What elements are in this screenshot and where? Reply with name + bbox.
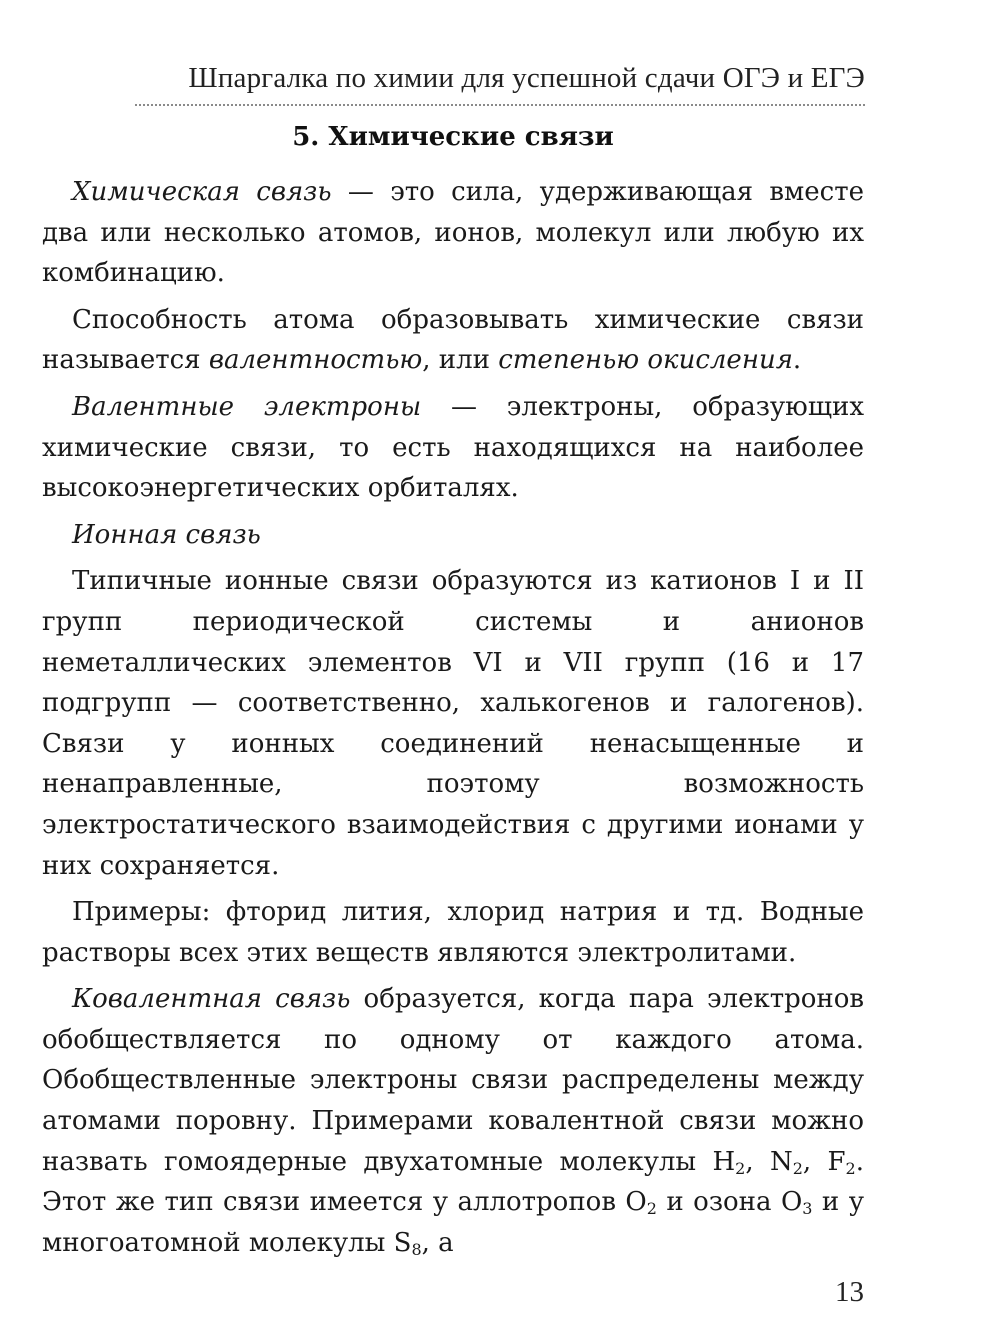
formula-n2 bbox=[770, 1147, 803, 1177]
paragraph-text: и озона bbox=[656, 1187, 781, 1218]
paragraph-valence bbox=[42, 300, 864, 381]
formula-f2 bbox=[828, 1147, 856, 1177]
element-symbol: H bbox=[712, 1146, 736, 1177]
paragraph-text: образуется, когда пара электронов обобществляется по одному от каждого атома. Обобществленные электроны связи распределены между атомами поровну. Примерами ковалентной связи можно назвать гомоядерные двухатомные молекулы bbox=[42, 984, 865, 1177]
section-title: 5. Химические связи bbox=[292, 122, 614, 152]
punctuation: , bbox=[802, 1146, 828, 1177]
element-symbol: N bbox=[769, 1146, 793, 1177]
paragraph-definition-chemical-bond bbox=[42, 172, 864, 294]
formula-h2 bbox=[712, 1147, 745, 1177]
term-oxidation-state: степенью окисления bbox=[498, 345, 793, 376]
paragraph-covalent-bond bbox=[42, 979, 864, 1263]
punctuation: . bbox=[792, 345, 802, 376]
header-divider bbox=[135, 104, 865, 106]
paragraph-text: , а bbox=[421, 1227, 454, 1258]
subheading-ionic-bond: Ионная связь bbox=[72, 519, 261, 550]
paragraph-text: — электроны, образующих химические связи, то есть находящихся на наиболее высокоэнергетических орбиталях. bbox=[42, 391, 864, 504]
element-symbol: S bbox=[393, 1227, 412, 1258]
paragraph-text: — это сила, удерживающая вместе два или несколько атомов, ионов, молекул или любую их комбинацию. bbox=[42, 177, 865, 289]
paragraph-valence-electrons bbox=[42, 387, 864, 509]
formula-s8 bbox=[394, 1228, 422, 1258]
subscript: 2 bbox=[792, 1158, 803, 1178]
punctuation: , bbox=[745, 1146, 770, 1177]
element-symbol: O bbox=[780, 1187, 803, 1218]
element-symbol: O bbox=[625, 1187, 647, 1218]
subscript: 2 bbox=[646, 1199, 657, 1219]
page-number: 13 bbox=[835, 1276, 864, 1308]
term-chemical-bond: Химическая связь bbox=[72, 177, 332, 207]
subscript: 2 bbox=[735, 1158, 746, 1178]
term-valence-electrons: Валентные электроны bbox=[72, 391, 422, 422]
term-valence: валентностью bbox=[208, 345, 423, 376]
formula-o3 bbox=[781, 1187, 813, 1217]
paragraph-examples: Примеры: фторид лития, хлорид натрия и тд. Водные растворы всех этих веществ являются электролитами. bbox=[42, 897, 864, 968]
body-text bbox=[42, 172, 864, 1263]
formula-o2 bbox=[625, 1187, 657, 1217]
paragraph-text: . Этот же тип связи имеется у аллотропов bbox=[42, 1146, 864, 1218]
paragraph-text: и у многоатомной молекулы bbox=[42, 1187, 865, 1258]
paragraph-text: Способность атома образовывать химические связи называется bbox=[42, 304, 864, 376]
subscript: 3 bbox=[802, 1199, 813, 1219]
element-symbol: F bbox=[827, 1146, 846, 1177]
term-covalent-bond: Ковалентная связь bbox=[72, 984, 351, 1015]
paragraph-text: , или bbox=[422, 345, 499, 376]
running-head: Шпаргалка по химии для успешной сдачи ОГЭ и ЕГЭ bbox=[188, 62, 865, 94]
subscript: 2 bbox=[845, 1158, 856, 1178]
subscript: 8 bbox=[411, 1239, 422, 1259]
paragraph-ionic-bond: Типичные ионные связи образуются из катионов I и II групп периодической системы и анионов неметаллических элементов VI и VII групп (16 и 17 подгрупп — соответственно, халькогенов и галогенов). Связи у ионных соединений ненасыщенные и ненаправленные, поэтому возможность электростатического взаимодействия с другими ионами у них сохраняется. bbox=[42, 566, 864, 881]
